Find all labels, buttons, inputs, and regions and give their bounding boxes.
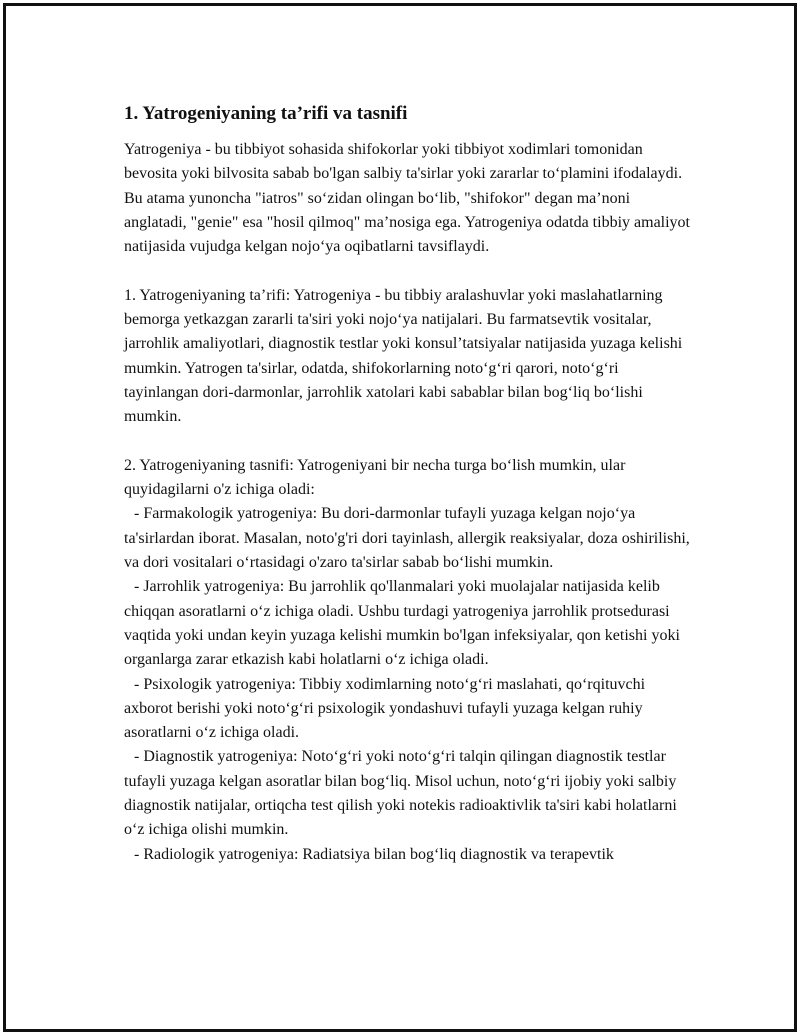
type-item-psychological: - Psixologik yatrogeniya: Tibbiy xodimlarning noto‘g‘ri maslahati, qo‘rqituvchi axborot berishi yoki noto‘g‘ri psixologik yondashuvi tufayli yuzaga kelgan ruhiy asoratlarni o‘z ichiga oladi. (124, 675, 646, 742)
section-heading: 1. Yatrogeniyaning ta’rifi va tasnifi (124, 103, 408, 124)
type-item-radiological: - Radiologik yatrogeniya: Radiatsiya bilan bog‘liq diagnostik va terapevtik (134, 845, 614, 863)
definition-paragraph: 1. Yatrogeniyaning ta’rifi: Yatrogeniya - bu tibbiy aralashuvlar yoki maslahatlarning bemorga yetkazgan zararli ta'siri yoki nojo‘ya natijalari. Bu farmatsevtik vositalar, jarrohlik amaliyotlari, diagnostik testlar yoki konsul’tatsiyalar natijasida yuzaga kelishi mumkin. Yatrogen ta'sirlar, odatda, shifokorlarning noto‘g‘ri qarori, noto‘g‘ri tayinlangan dori-darmonlar, jarrohlik xatolari kabi sabablar bilan bog‘liq bo‘lishi mumkin. (124, 286, 683, 426)
classification-paragraph: 2. Yatrogeniyaning tasnifi: Yatrogeniyani bir necha turga bo‘lish mumkin, ular quyidagilarni o'z ichiga oladi: (124, 456, 626, 499)
type-item-diagnostic: - Diagnostik yatrogeniya: Noto‘g‘ri yoki noto‘g‘ri talqin qilingan diagnostik testlar tufayli yuzaga kelgan asoratlar bilan bog‘liq. Misol uchun, noto‘g‘ri ijobiy yoki salbiy diagnostik natijalar, ortiqcha test qilish yoki notekis radioaktivlik ta'siri kabi holatlarni o‘z ichiga olishi mumkin. (124, 748, 677, 839)
type-item-surgical: - Jarrohlik yatrogeniya: Bu jarrohlik qo'llanmalari yoki muolajalar natijasida kelib chiqqan asoratlarni o‘z ichiga oladi. Ushbu turdagi yatrogeniya jarrohlik protsedurasi vaqtida yoki undan keyin yuzaga kelishi mumkin bo'lgan infeksiyalar, qon ketishi yoki organlarga zarar etkazish kabi holatlarni o‘z ichiga oladi. (124, 578, 680, 669)
type-item-pharmacological: - Farmakologik yatrogeniya: Bu dori-darmonlar tufayli yuzaga kelgan nojo‘ya ta'sirlardan iborat. Masalan, noto'g'ri dori tayinlash, allergik reaksiyalar, doza oshirilishi, va dori vositalari o‘rtasidagi o'zaro ta'sirlar sabab bo‘lishi mumkin. (124, 505, 690, 572)
paragraph-gap (124, 259, 694, 283)
paragraph-gap (124, 430, 694, 454)
document-body (124, 102, 694, 867)
page-frame (3, 3, 797, 1032)
intro-paragraph: Yatrogeniya - bu tibbiyot sohasida shifokorlar yoki tibbiyot xodimlari tomonidan bevosita yoki bilvosita sabab bo'lgan salbiy ta'sirlar yoki zararlar to‘plamini ifodalaydi. Bu atama yunoncha "iatros" so‘zidan olingan bo‘lib, "shifokor" degan ma’noni anglatadi, "genie" esa "hosil qilmoq" ma’nosiga ega. Yatrogeniya odatda tibbiy amaliyot natijasida vujudga kelgan nojo‘ya oqibatlarni tavsiflaydi. (124, 141, 690, 256)
